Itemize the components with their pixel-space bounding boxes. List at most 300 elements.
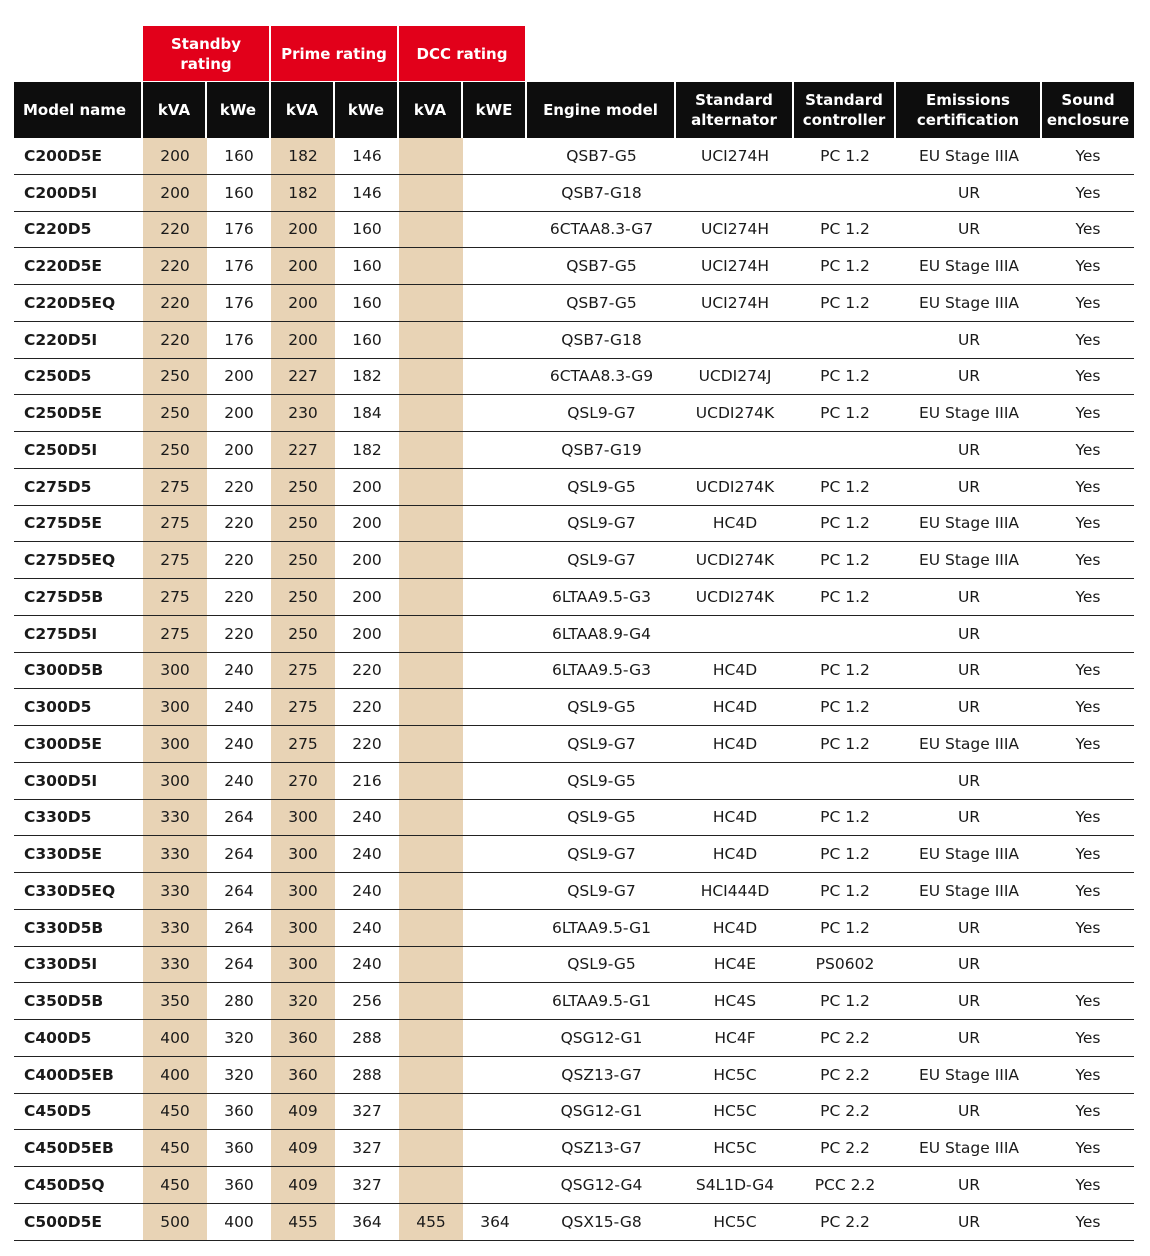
cell-standby-kva: 275 bbox=[143, 579, 207, 615]
cell-emissions: UR bbox=[957, 955, 981, 974]
cell-sound-enclosure: Yes bbox=[1075, 992, 1101, 1011]
cell-dcc-kwe bbox=[463, 910, 527, 946]
cell-standby-kva: 250 bbox=[143, 395, 207, 431]
cell-alternator bbox=[676, 175, 794, 211]
header-prime-kwe: kWe bbox=[335, 82, 399, 138]
cell-standby-kwe: 176 bbox=[224, 330, 254, 349]
cell-alternator: HC4D bbox=[712, 808, 758, 827]
cell-controller: PC 1.2 bbox=[820, 661, 870, 680]
cell-model-name: C400D5EB bbox=[24, 1065, 114, 1084]
cell-emissions: UR bbox=[957, 477, 981, 496]
cell-controller bbox=[794, 763, 896, 799]
cell-dcc-kva bbox=[399, 873, 463, 909]
header-standby-kwe: kWe bbox=[207, 82, 271, 138]
cell-model-name: C220D5I bbox=[24, 330, 98, 349]
cell-sound-enclosure bbox=[1042, 947, 1134, 983]
cell-engine-model: QSL9-G7 bbox=[567, 551, 636, 570]
cell-sound-enclosure: Yes bbox=[1075, 404, 1101, 423]
cell-engine-model: QSB7-G18 bbox=[561, 330, 642, 349]
cell-standby-kva: 330 bbox=[143, 873, 207, 909]
cell-sound-enclosure: Yes bbox=[1075, 551, 1101, 570]
cell-engine-model: QSL9-G5 bbox=[567, 477, 636, 496]
cell-prime-kva: 270 bbox=[271, 763, 335, 799]
cell-controller: PC 1.2 bbox=[820, 551, 870, 570]
table-row bbox=[14, 910, 1134, 947]
cell-engine-model: QSB7-G5 bbox=[566, 146, 637, 165]
cell-prime-kwe: 240 bbox=[352, 845, 382, 864]
cell-prime-kwe: 182 bbox=[352, 367, 382, 386]
table-row bbox=[14, 469, 1134, 506]
cell-model-name: C300D5E bbox=[24, 734, 102, 753]
cell-prime-kwe: 288 bbox=[352, 1028, 382, 1047]
cell-engine-model: QSL9-G5 bbox=[567, 808, 636, 827]
cell-model-name: C330D5E bbox=[24, 845, 102, 864]
cell-sound-enclosure: Yes bbox=[1075, 881, 1101, 900]
cell-engine-model: 6LTAA9.5-G1 bbox=[552, 918, 651, 937]
cell-alternator: HC4F bbox=[714, 1028, 756, 1047]
cell-sound-enclosure: Yes bbox=[1075, 1139, 1101, 1158]
cell-dcc-kwe bbox=[463, 947, 527, 983]
cell-prime-kwe: 200 bbox=[352, 514, 382, 533]
cell-prime-kwe: 184 bbox=[352, 404, 382, 423]
header-standby-kva: kVA bbox=[143, 82, 207, 138]
cell-standby-kwe: 240 bbox=[224, 698, 254, 717]
cell-alternator: S4L1D-G4 bbox=[695, 1175, 775, 1194]
cell-controller: PC 1.2 bbox=[820, 257, 870, 276]
cell-model-name: C300D5B bbox=[24, 661, 104, 680]
cell-dcc-kva bbox=[399, 910, 463, 946]
cell-controller bbox=[794, 175, 896, 211]
cell-dcc-kva bbox=[399, 983, 463, 1019]
cell-alternator: HC5C bbox=[713, 1065, 757, 1084]
cell-engine-model: QSX15-G8 bbox=[561, 1212, 642, 1231]
cell-dcc-kva: 455 bbox=[399, 1204, 463, 1240]
cell-prime-kva: 200 bbox=[271, 248, 335, 284]
cell-sound-enclosure: Yes bbox=[1075, 698, 1101, 717]
cell-engine-model: 6LTAA8.9-G4 bbox=[552, 624, 651, 643]
cell-alternator bbox=[676, 322, 794, 358]
cell-controller: PC 1.2 bbox=[820, 514, 870, 533]
cell-controller: PC 1.2 bbox=[820, 734, 870, 753]
cell-alternator: UCDI274K bbox=[695, 404, 775, 423]
cell-sound-enclosure: Yes bbox=[1075, 367, 1101, 386]
cell-standby-kwe: 264 bbox=[224, 808, 254, 827]
cell-standby-kwe: 360 bbox=[224, 1139, 254, 1158]
cell-model-name: C275D5EQ bbox=[24, 551, 116, 570]
cell-sound-enclosure: Yes bbox=[1075, 1102, 1101, 1121]
cell-standby-kva: 330 bbox=[143, 910, 207, 946]
cell-prime-kva: 182 bbox=[271, 175, 335, 211]
cell-dcc-kva bbox=[399, 469, 463, 505]
cell-sound-enclosure: Yes bbox=[1075, 220, 1101, 239]
cell-standby-kva: 250 bbox=[143, 359, 207, 395]
cell-prime-kva: 227 bbox=[271, 432, 335, 468]
cell-dcc-kva bbox=[399, 506, 463, 542]
cell-emissions: UR bbox=[957, 587, 981, 606]
cell-prime-kva: 200 bbox=[271, 212, 335, 248]
cell-standby-kva: 300 bbox=[143, 726, 207, 762]
cell-dcc-kva bbox=[399, 212, 463, 248]
cell-prime-kwe: 220 bbox=[352, 698, 382, 717]
cell-prime-kwe: 288 bbox=[352, 1065, 382, 1084]
cell-engine-model: QSZ13-G7 bbox=[561, 1139, 642, 1158]
cell-emissions: UR bbox=[957, 367, 981, 386]
cell-engine-model: QSG12-G1 bbox=[560, 1102, 643, 1121]
cell-model-name: C330D5B bbox=[24, 918, 104, 937]
cell-emissions: EU Stage IIIA bbox=[918, 881, 1020, 900]
cell-standby-kva: 330 bbox=[143, 947, 207, 983]
generator-spec-table bbox=[14, 26, 1134, 1241]
cell-standby-kva: 220 bbox=[143, 248, 207, 284]
cell-controller: PCC 2.2 bbox=[814, 1175, 876, 1194]
cell-standby-kva: 275 bbox=[143, 506, 207, 542]
cell-prime-kva: 360 bbox=[271, 1057, 335, 1093]
header-engine-model: Engine model bbox=[527, 82, 676, 138]
cell-prime-kva: 320 bbox=[271, 983, 335, 1019]
cell-controller: PC 1.2 bbox=[820, 698, 870, 717]
table-row bbox=[14, 689, 1134, 726]
cell-standby-kwe: 220 bbox=[224, 624, 254, 643]
cell-model-name: C275D5B bbox=[24, 587, 104, 606]
cell-dcc-kwe bbox=[463, 1167, 527, 1203]
table-row bbox=[14, 395, 1134, 432]
cell-standby-kwe: 176 bbox=[224, 220, 254, 239]
table-row bbox=[14, 763, 1134, 800]
cell-controller bbox=[794, 322, 896, 358]
header-standard-alternator: Standard alternator bbox=[676, 82, 794, 138]
cell-dcc-kva bbox=[399, 542, 463, 578]
cell-standby-kva: 350 bbox=[143, 983, 207, 1019]
cell-dcc-kva bbox=[399, 800, 463, 836]
cell-controller bbox=[794, 432, 896, 468]
cell-controller: PC 1.2 bbox=[820, 808, 870, 827]
cell-standby-kva: 220 bbox=[143, 322, 207, 358]
table-row bbox=[14, 800, 1134, 837]
cell-emissions: UR bbox=[957, 808, 981, 827]
cell-prime-kva: 275 bbox=[271, 689, 335, 725]
table-row bbox=[14, 248, 1134, 285]
cell-alternator: HC5C bbox=[713, 1102, 757, 1121]
dcc-rating-group: DCC rating bbox=[399, 26, 525, 81]
cell-standby-kva: 450 bbox=[143, 1130, 207, 1166]
cell-emissions: UR bbox=[957, 918, 981, 937]
cell-dcc-kwe bbox=[463, 432, 527, 468]
cell-model-name: C500D5E bbox=[24, 1212, 102, 1231]
cell-emissions: UR bbox=[957, 1028, 981, 1047]
cell-dcc-kwe bbox=[463, 836, 527, 872]
cell-prime-kva: 182 bbox=[271, 138, 335, 174]
cell-dcc-kwe bbox=[463, 873, 527, 909]
cell-engine-model: 6CTAA8.3-G9 bbox=[549, 367, 654, 386]
cell-controller: PC 1.2 bbox=[820, 881, 870, 900]
cell-prime-kwe: 160 bbox=[352, 220, 382, 239]
cell-dcc-kva bbox=[399, 1094, 463, 1130]
cell-alternator: UCI274H bbox=[701, 293, 769, 312]
cell-emissions: UR bbox=[957, 440, 981, 459]
table-row bbox=[14, 1094, 1134, 1131]
cell-emissions: EU Stage IIIA bbox=[918, 293, 1020, 312]
cell-standby-kwe: 220 bbox=[224, 587, 254, 606]
cell-standby-kwe: 264 bbox=[224, 918, 254, 937]
cell-engine-model: QSL9-G5 bbox=[567, 955, 636, 974]
cell-dcc-kwe bbox=[463, 726, 527, 762]
cell-standby-kva: 300 bbox=[143, 689, 207, 725]
cell-dcc-kwe bbox=[463, 138, 527, 174]
cell-dcc-kwe bbox=[463, 983, 527, 1019]
cell-dcc-kva bbox=[399, 1130, 463, 1166]
header-standard-controller: Standard controller bbox=[794, 82, 896, 138]
cell-sound-enclosure: Yes bbox=[1075, 477, 1101, 496]
cell-dcc-kva bbox=[399, 947, 463, 983]
cell-controller: PC 1.2 bbox=[820, 367, 870, 386]
cell-sound-enclosure: Yes bbox=[1075, 734, 1101, 753]
cell-dcc-kwe bbox=[463, 1057, 527, 1093]
cell-alternator: UCDI274K bbox=[695, 477, 775, 496]
cell-prime-kva: 300 bbox=[271, 836, 335, 872]
cell-dcc-kwe bbox=[463, 800, 527, 836]
cell-controller: PC 1.2 bbox=[820, 845, 870, 864]
cell-dcc-kva bbox=[399, 395, 463, 431]
cell-dcc-kwe: 364 bbox=[480, 1212, 510, 1231]
header-prime-kva: kVA bbox=[271, 82, 335, 138]
cell-engine-model: QSB7-G18 bbox=[561, 183, 642, 202]
cell-prime-kva: 250 bbox=[271, 579, 335, 615]
table-row bbox=[14, 1057, 1134, 1094]
cell-emissions: EU Stage IIIA bbox=[918, 1065, 1020, 1084]
cell-dcc-kva bbox=[399, 616, 463, 652]
cell-standby-kwe: 264 bbox=[224, 955, 254, 974]
cell-prime-kwe: 160 bbox=[352, 330, 382, 349]
cell-standby-kva: 275 bbox=[143, 616, 207, 652]
cell-controller: PC 2.2 bbox=[820, 1139, 870, 1158]
cell-engine-model: QSL9-G7 bbox=[567, 734, 636, 753]
cell-model-name: C220D5E bbox=[24, 257, 102, 276]
cell-model-name: C275D5E bbox=[24, 514, 102, 533]
cell-standby-kwe: 240 bbox=[224, 771, 254, 790]
cell-prime-kva: 300 bbox=[271, 947, 335, 983]
cell-alternator: HC5C bbox=[713, 1212, 757, 1231]
cell-prime-kwe: 240 bbox=[352, 918, 382, 937]
cell-dcc-kwe bbox=[463, 469, 527, 505]
cell-prime-kwe: 327 bbox=[352, 1175, 382, 1194]
cell-dcc-kva bbox=[399, 726, 463, 762]
cell-model-name: C200D5I bbox=[24, 183, 98, 202]
cell-sound-enclosure bbox=[1042, 616, 1134, 652]
cell-prime-kwe: 182 bbox=[352, 440, 382, 459]
cell-standby-kva: 450 bbox=[143, 1094, 207, 1130]
cell-prime-kva: 300 bbox=[271, 800, 335, 836]
cell-emissions: EU Stage IIIA bbox=[918, 146, 1020, 165]
cell-dcc-kwe bbox=[463, 763, 527, 799]
cell-alternator: HC4D bbox=[712, 661, 758, 680]
cell-sound-enclosure: Yes bbox=[1075, 1065, 1101, 1084]
cell-prime-kwe: 327 bbox=[352, 1102, 382, 1121]
cell-prime-kwe: 240 bbox=[352, 808, 382, 827]
cell-controller: PC 1.2 bbox=[820, 918, 870, 937]
cell-alternator: HC5C bbox=[713, 1139, 757, 1158]
cell-sound-enclosure: Yes bbox=[1075, 146, 1101, 165]
cell-sound-enclosure bbox=[1042, 763, 1134, 799]
cell-engine-model: QSG12-G4 bbox=[560, 1175, 643, 1194]
cell-dcc-kwe bbox=[463, 1020, 527, 1056]
cell-dcc-kwe bbox=[463, 542, 527, 578]
cell-standby-kwe: 160 bbox=[224, 146, 254, 165]
cell-standby-kwe: 220 bbox=[224, 514, 254, 533]
cell-prime-kwe: 220 bbox=[352, 734, 382, 753]
table-row bbox=[14, 873, 1134, 910]
cell-model-name: C330D5EQ bbox=[24, 881, 116, 900]
cell-alternator: HC4E bbox=[713, 955, 757, 974]
cell-controller: PC 1.2 bbox=[820, 293, 870, 312]
cell-dcc-kwe bbox=[463, 653, 527, 689]
cell-emissions: UR bbox=[957, 220, 981, 239]
cell-engine-model: QSG12-G1 bbox=[560, 1028, 643, 1047]
table-body bbox=[14, 138, 1134, 1241]
cell-sound-enclosure: Yes bbox=[1075, 918, 1101, 937]
cell-dcc-kva bbox=[399, 248, 463, 284]
cell-model-name: C350D5B bbox=[24, 992, 104, 1011]
table-row bbox=[14, 1204, 1134, 1241]
cell-standby-kva: 300 bbox=[143, 653, 207, 689]
cell-prime-kva: 360 bbox=[271, 1020, 335, 1056]
cell-controller: PC 1.2 bbox=[820, 992, 870, 1011]
cell-model-name: C250D5 bbox=[24, 367, 92, 386]
cell-sound-enclosure: Yes bbox=[1075, 257, 1101, 276]
cell-sound-enclosure: Yes bbox=[1075, 661, 1101, 680]
cell-model-name: C330D5I bbox=[24, 955, 98, 974]
cell-alternator: UCDI274K bbox=[695, 587, 775, 606]
cell-prime-kva: 200 bbox=[271, 322, 335, 358]
cell-prime-kva: 300 bbox=[271, 873, 335, 909]
cell-prime-kva: 300 bbox=[271, 910, 335, 946]
cell-standby-kwe: 220 bbox=[224, 477, 254, 496]
cell-standby-kwe: 320 bbox=[224, 1028, 254, 1047]
cell-prime-kva: 409 bbox=[271, 1130, 335, 1166]
cell-prime-kwe: 160 bbox=[352, 257, 382, 276]
cell-standby-kva: 275 bbox=[143, 542, 207, 578]
cell-controller: PC 1.2 bbox=[820, 404, 870, 423]
rating-group-header-row bbox=[14, 26, 1134, 82]
cell-alternator: UCI274H bbox=[701, 257, 769, 276]
cell-emissions: EU Stage IIIA bbox=[918, 404, 1020, 423]
cell-standby-kva: 200 bbox=[143, 175, 207, 211]
cell-prime-kwe: 240 bbox=[352, 955, 382, 974]
cell-dcc-kva bbox=[399, 432, 463, 468]
table-row bbox=[14, 1167, 1134, 1204]
cell-model-name: C250D5I bbox=[24, 440, 98, 459]
cell-dcc-kwe bbox=[463, 175, 527, 211]
cell-controller: PC 2.2 bbox=[820, 1102, 870, 1121]
cell-standby-kva: 275 bbox=[143, 469, 207, 505]
cell-standby-kva: 400 bbox=[143, 1057, 207, 1093]
table-row bbox=[14, 836, 1134, 873]
cell-prime-kva: 250 bbox=[271, 542, 335, 578]
cell-standby-kwe: 280 bbox=[224, 992, 254, 1011]
cell-prime-kwe: 200 bbox=[352, 587, 382, 606]
cell-dcc-kva bbox=[399, 1057, 463, 1093]
cell-prime-kva: 250 bbox=[271, 616, 335, 652]
cell-emissions: UR bbox=[957, 1212, 981, 1231]
cell-alternator bbox=[676, 432, 794, 468]
cell-model-name: C300D5 bbox=[24, 698, 92, 717]
cell-dcc-kwe bbox=[463, 506, 527, 542]
cell-standby-kva: 250 bbox=[143, 432, 207, 468]
cell-standby-kva: 400 bbox=[143, 1020, 207, 1056]
table-row bbox=[14, 138, 1134, 175]
cell-dcc-kva bbox=[399, 138, 463, 174]
cell-alternator: UCDI274J bbox=[698, 367, 772, 386]
table-row bbox=[14, 542, 1134, 579]
cell-dcc-kwe bbox=[463, 248, 527, 284]
table-row bbox=[14, 359, 1134, 396]
cell-standby-kva: 500 bbox=[143, 1204, 207, 1240]
table-row bbox=[14, 653, 1134, 690]
table-row bbox=[14, 726, 1134, 763]
cell-prime-kva: 409 bbox=[271, 1094, 335, 1130]
cell-prime-kva: 455 bbox=[271, 1204, 335, 1240]
cell-dcc-kva bbox=[399, 1020, 463, 1056]
table-row bbox=[14, 175, 1134, 212]
cell-sound-enclosure: Yes bbox=[1075, 1028, 1101, 1047]
cell-standby-kva: 450 bbox=[143, 1167, 207, 1203]
header-sound-enclosure: Sound enclosure bbox=[1042, 82, 1134, 138]
cell-model-name: C400D5 bbox=[24, 1028, 92, 1047]
cell-engine-model: 6LTAA9.5-G3 bbox=[552, 661, 651, 680]
prime-rating-group: Prime rating bbox=[271, 26, 397, 81]
cell-model-name: C200D5E bbox=[24, 146, 102, 165]
cell-sound-enclosure: Yes bbox=[1075, 514, 1101, 533]
standby-rating-group: Standby rating bbox=[143, 26, 269, 81]
cell-prime-kwe: 146 bbox=[352, 146, 382, 165]
cell-model-name: C275D5I bbox=[24, 624, 98, 643]
cell-dcc-kva bbox=[399, 836, 463, 872]
cell-standby-kwe: 264 bbox=[224, 881, 254, 900]
cell-dcc-kwe bbox=[463, 1130, 527, 1166]
cell-alternator bbox=[676, 616, 794, 652]
cell-prime-kva: 200 bbox=[271, 285, 335, 321]
cell-prime-kwe: 216 bbox=[352, 771, 382, 790]
cell-dcc-kva bbox=[399, 359, 463, 395]
cell-engine-model: QSL9-G7 bbox=[567, 881, 636, 900]
cell-emissions: UR bbox=[957, 771, 981, 790]
cell-engine-model: QSB7-G5 bbox=[566, 293, 637, 312]
header-dcc-kva: kVA bbox=[399, 82, 463, 138]
cell-prime-kva: 275 bbox=[271, 726, 335, 762]
cell-dcc-kwe bbox=[463, 322, 527, 358]
cell-dcc-kwe bbox=[463, 616, 527, 652]
cell-prime-kwe: 200 bbox=[352, 551, 382, 570]
cell-alternator: UCI274H bbox=[701, 146, 769, 165]
cell-prime-kva: 227 bbox=[271, 359, 335, 395]
cell-controller: PC 2.2 bbox=[820, 1065, 870, 1084]
cell-prime-kva: 250 bbox=[271, 469, 335, 505]
cell-prime-kwe: 364 bbox=[352, 1212, 382, 1231]
cell-prime-kwe: 200 bbox=[352, 477, 382, 496]
cell-standby-kwe: 200 bbox=[224, 404, 254, 423]
cell-dcc-kwe bbox=[463, 285, 527, 321]
cell-emissions: UR bbox=[957, 992, 981, 1011]
cell-alternator bbox=[676, 763, 794, 799]
cell-standby-kva: 330 bbox=[143, 836, 207, 872]
cell-dcc-kva bbox=[399, 689, 463, 725]
cell-sound-enclosure: Yes bbox=[1075, 440, 1101, 459]
cell-model-name: C220D5 bbox=[24, 220, 92, 239]
table-row bbox=[14, 212, 1134, 249]
cell-alternator: HC4D bbox=[712, 734, 758, 753]
cell-standby-kva: 220 bbox=[143, 212, 207, 248]
cell-controller: PC 1.2 bbox=[820, 146, 870, 165]
cell-controller: PC 2.2 bbox=[820, 1212, 870, 1231]
